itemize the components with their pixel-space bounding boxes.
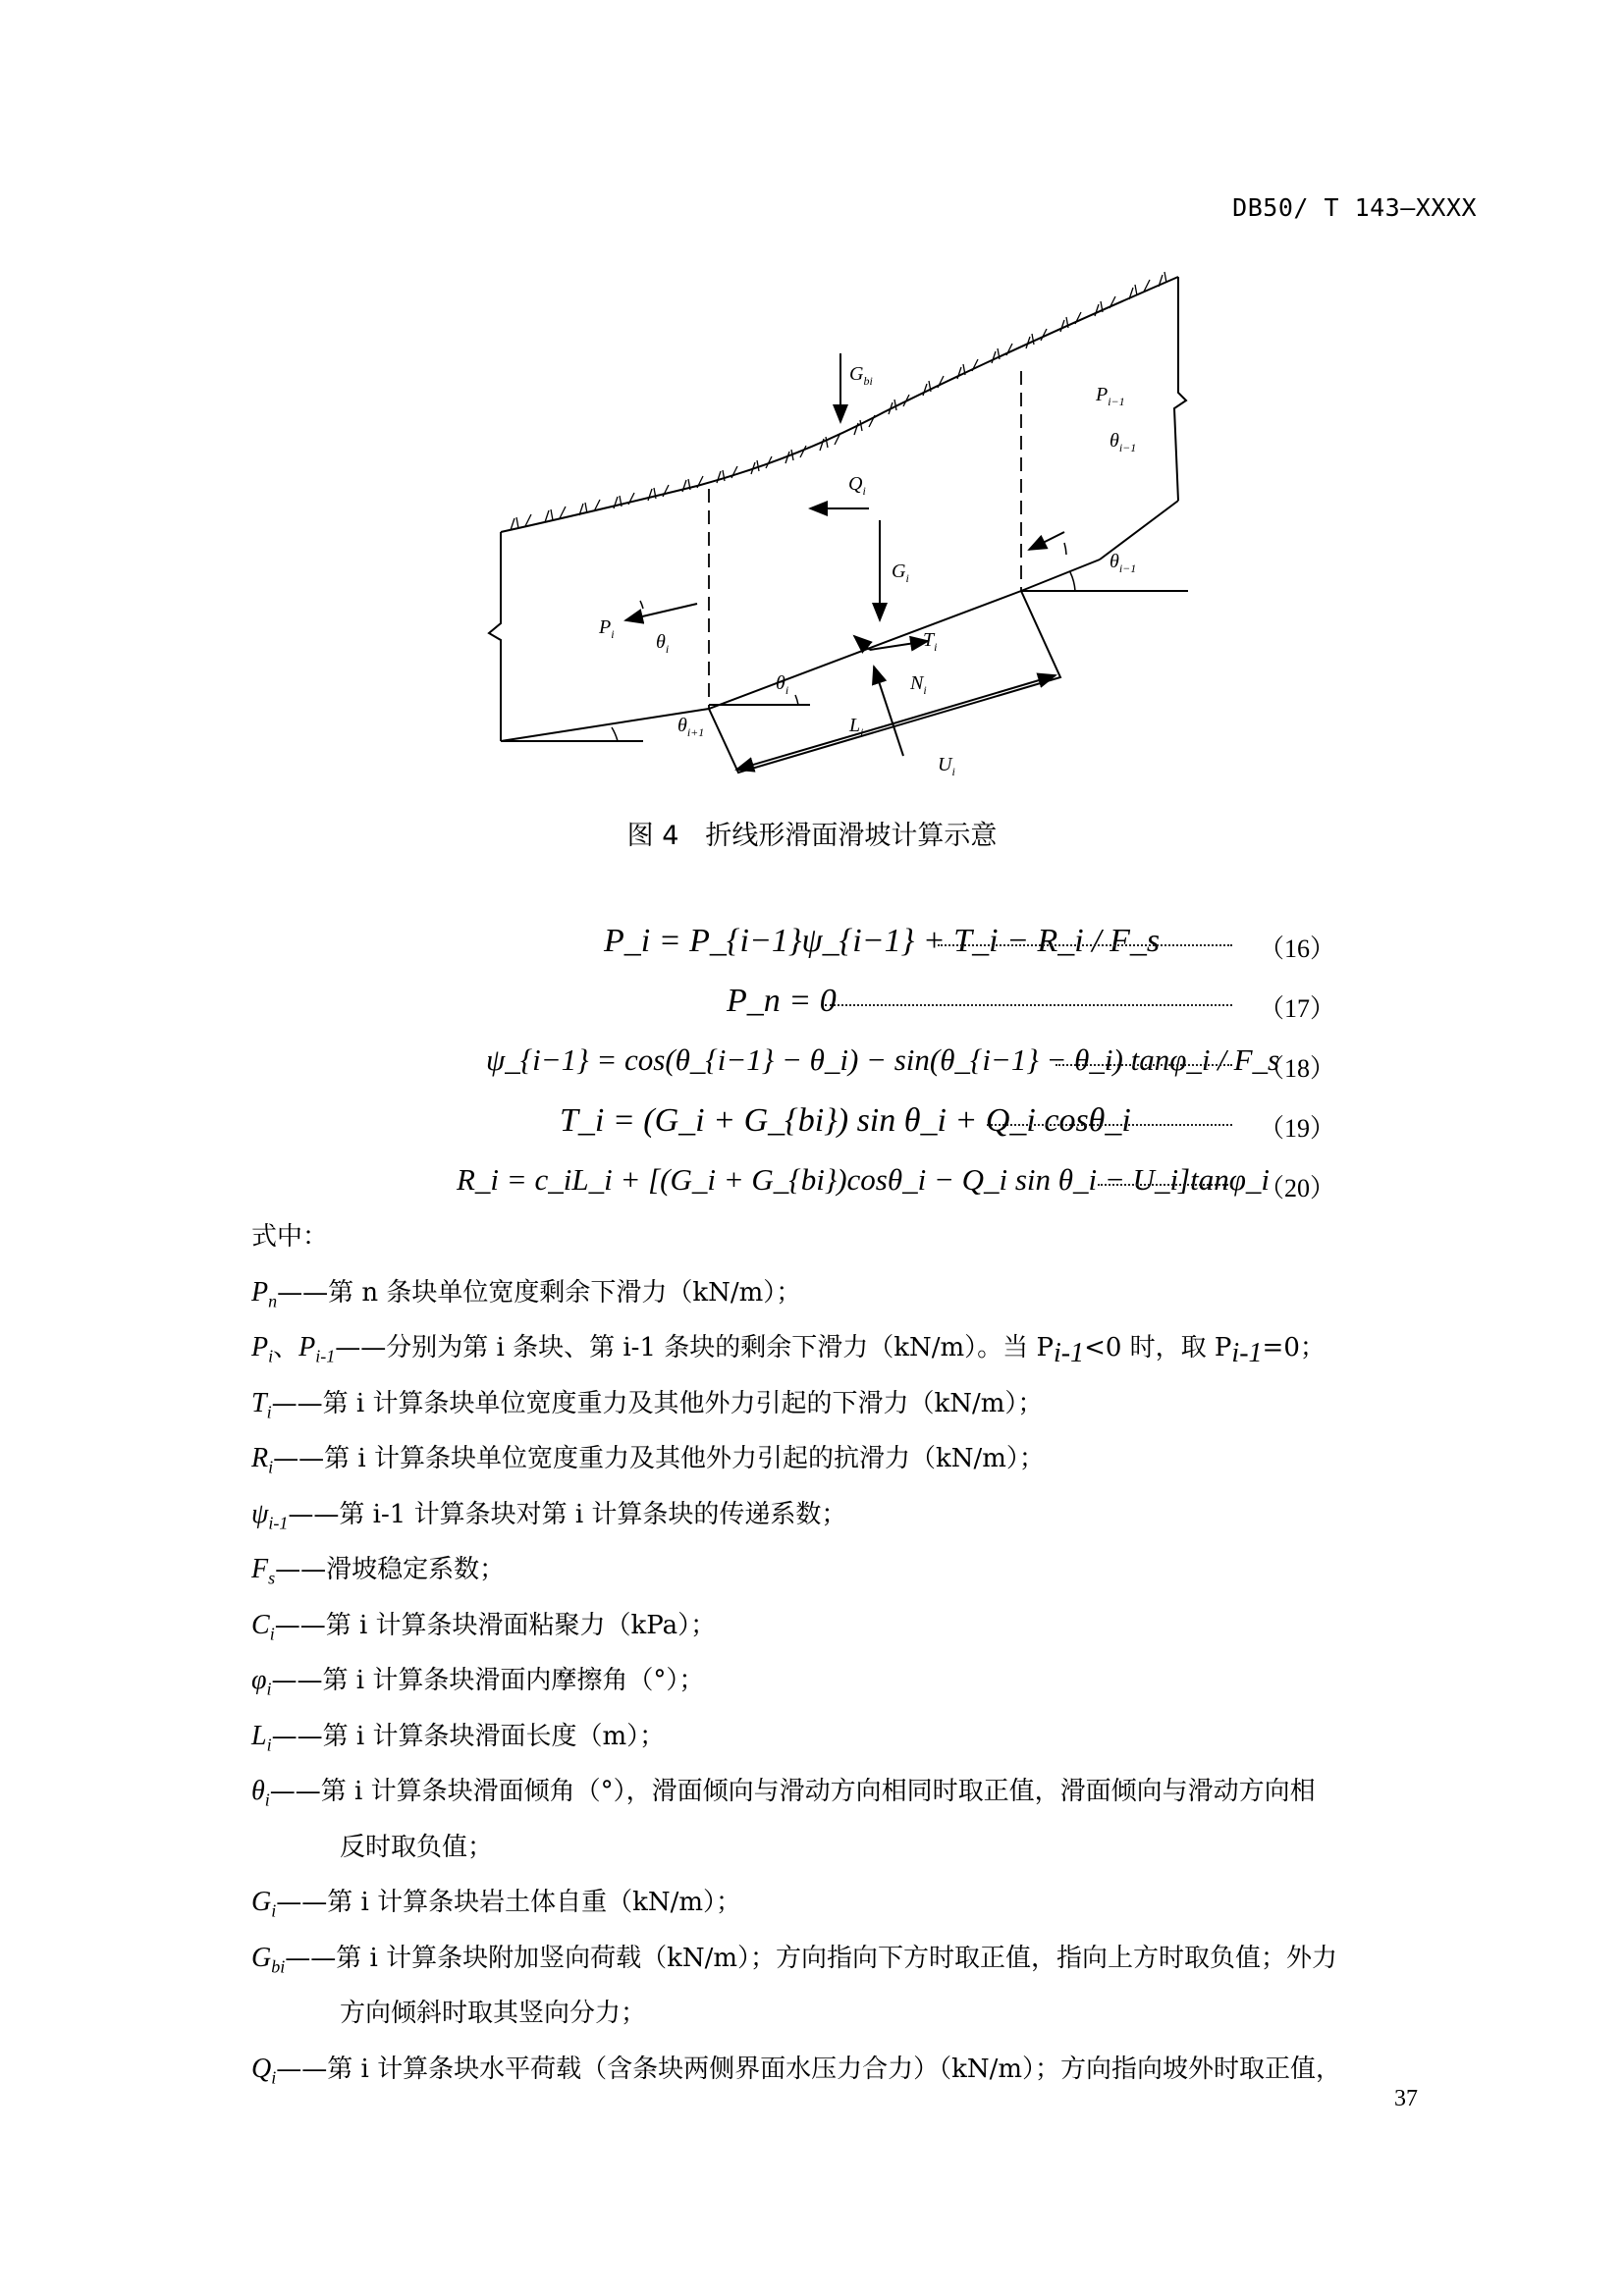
- equation-16: [393, 923, 1335, 972]
- equation-formula: ψ_{i−1} = cos(θ_{i−1} − θ_i) − sin(θ_{i−1} − θ_i) tanφ_i / F_s: [486, 1042, 1280, 1077]
- equation-18: [393, 1042, 1335, 1092]
- label-Gbi: $G_{bi}$: [849, 363, 873, 388]
- arrow-Ui: [874, 667, 903, 756]
- equation-number: （16）: [1258, 934, 1335, 963]
- equation-20: [393, 1162, 1335, 1211]
- standard-code: DB50/ T 143—XXXX: [1232, 193, 1477, 222]
- label-theta-im1-base: $\theta_{i-1}$: [1110, 551, 1137, 575]
- equation-17: [393, 983, 1335, 1032]
- definition-continuation: 方向倾斜时取其竖向分力；: [340, 1999, 647, 2028]
- definitions: [251, 1209, 1479, 2097]
- definition-item: $P_n——$第 n 条块单位宽度剩余下滑力（kN/m）；: [251, 1276, 802, 1311]
- equation-number: （19）: [1258, 1114, 1335, 1143]
- definition-item: $G_i——$第 i 计算条块岩土体自重（kN/m）；: [251, 1887, 742, 1921]
- label-Pi: $P_i$: [599, 616, 615, 641]
- label-Gi: $G_i$: [892, 561, 909, 585]
- definition-item: $L_i——$第 i 计算条块滑面长度（m）；: [251, 1720, 666, 1755]
- definition-item: $R_i——$第 i 计算条块单位宽度重力及其他外力引起的抗滑力（kN/m）；: [251, 1443, 1045, 1477]
- definition-item: $T_i——$第 i 计算条块单位宽度重力及其他外力引起的下滑力（kN/m）；: [251, 1387, 1044, 1422]
- label-Ni: $N_i$: [910, 672, 927, 697]
- figure-caption: 图 4 折线形滑面滑坡计算示意: [626, 821, 998, 851]
- label-Qi: $Q_i$: [848, 473, 866, 498]
- equation-number: （17）: [1258, 994, 1335, 1023]
- equation-formula: P_n = 0: [727, 983, 837, 1019]
- label-Ti: $T_i$: [923, 629, 938, 654]
- label-Li: $L_i$: [849, 715, 864, 739]
- label-theta-ip1: $\theta_{i+1}$: [677, 715, 705, 739]
- left-boundary: [489, 532, 501, 741]
- equation-number: （20）: [1258, 1174, 1335, 1202]
- definition-item: $\psi_{i-1}——$第 i-1 计算条块对第 i 计算条块的传递系数；: [251, 1498, 847, 1533]
- definition-item: $G_{bi}——$第 i 计算条块附加竖向荷载（kN/m）；方向指向下方时取正值，指向上方时取负值；外力: [251, 1942, 1338, 1977]
- sliding-surface: [501, 560, 1100, 741]
- definition-item: $Q_i——$第 i 计算条块水平荷载（含条块两侧界面水压力合力）（kN/m）；方向指向坡外时取正值，: [251, 2053, 1342, 2088]
- arrow-Pim1: [1029, 532, 1064, 550]
- label-Pim1: $P_{i-1}$: [1096, 384, 1125, 408]
- arrow-Pi: [625, 604, 697, 620]
- label-theta-i-left: $\theta_i$: [656, 631, 670, 656]
- arrow-Ni: [854, 636, 870, 650]
- equation-formula: P_i = P_{i−1}ψ_{i−1} + T_i − R_i / F_s: [604, 923, 1161, 959]
- slice-i-block: [709, 591, 1060, 773]
- equation-number: （18）: [1258, 1054, 1335, 1083]
- definition-item: $F_s——$滑坡稳定系数；: [251, 1554, 506, 1588]
- definition-item: $\varphi_i——$第 i 计算条块滑面内摩擦角（°）；: [251, 1665, 705, 1699]
- label-Ui: $U_i$: [938, 754, 955, 778]
- definition-item: $P_i$、$P_{i-1}——$分别为第 i 条块、第 i-1 条块的剩余下滑力（kN/m）。当 $P_{i-1}<0$ 时，取 $P_{i-1}=0$；: [251, 1332, 1326, 1369]
- label-theta-i-mid: $\theta_i$: [776, 672, 789, 697]
- definition-item: $C_i——$第 i 计算条块滑面粘聚力（kPa）；: [251, 1609, 717, 1644]
- right-boundary: [1174, 277, 1186, 501]
- definition-item: $\theta_i——$第 i 计算条块滑面倾角（°），滑面倾向与滑动方向相同时取正值，滑面倾向与滑动方向相: [251, 1776, 1316, 1810]
- surface-hatching: [511, 272, 1166, 530]
- equation-19: [393, 1102, 1335, 1151]
- page-number: 37: [1394, 2086, 1418, 2111]
- definition-continuation: 反时取负值；: [340, 1832, 494, 1862]
- landslide-diagram: [471, 265, 1218, 800]
- label-theta-im1-top: $\theta_{i-1}$: [1110, 430, 1137, 454]
- definitions-intro: 式中：: [251, 1222, 329, 1252]
- equation-formula: T_i = (G_i + G_{bi}) sin θ_i + Q_i cosθ_i: [560, 1102, 1131, 1139]
- equation-formula: R_i = c_iL_i + [(G_i + G_{bi})cosθ_i − Q_i sin θ_i − U_i]tanφ_i: [457, 1162, 1270, 1197]
